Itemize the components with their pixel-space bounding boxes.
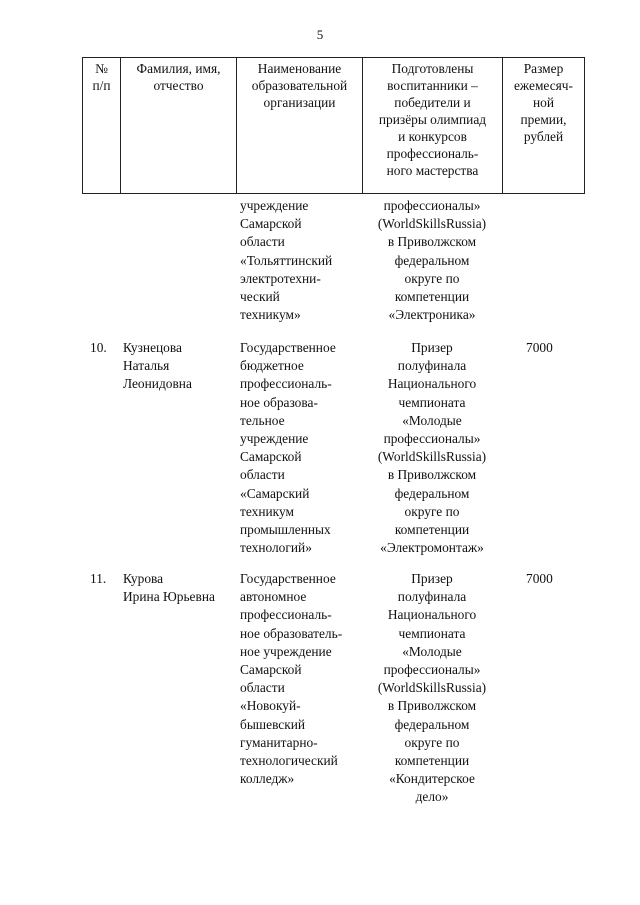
page-number: 5 [316, 27, 324, 42]
row-11-name: Курова Ирина Юрьевна [123, 571, 215, 605]
table-header [82, 57, 585, 194]
header-achievement: Подготовлены воспитанники – победители и призёры олимпиад и конкурсов профессиональ- ного мастерства [363, 58, 503, 194]
header-name: Фамилия, имя, отчество [121, 58, 237, 194]
row-10-name: Кузнецова Наталья Леонидовна [123, 340, 192, 392]
continuation-achievement: профессионалы» (WorldSkillsRussia) в Приволжском федеральном округе по компетенции «Электроника» [377, 198, 487, 323]
header-num: № п/п [83, 58, 121, 194]
continuation-org: учреждение Самарской области «Тольяттинский электротехни- ческий техникум» [240, 198, 333, 323]
row-11-org: Государственное автономное профессиональ- ное образователь- ное учреждение Самарской области «Новокуй- бышевский гуманитарно- технологический колледж» [240, 571, 343, 787]
row-11-achievement: Призер полуфинала Национального чемпионата «Молодые профессионалы» (WorldSkillsRussia) в Приволжском федеральном округе по компетенции «Кондитерское дело» [377, 571, 487, 805]
header-prize: Размер ежемесяч- ной премии, рублей [503, 58, 585, 194]
row-11-prize: 7000 [526, 571, 553, 586]
row-11-num: 11. [90, 571, 107, 586]
header-row [83, 58, 585, 194]
row-10-achievement: Призер полуфинала Национального чемпионата «Молодые профессионалы» (WorldSkillsRussia) в Приволжском федеральном округе по компетенции «Электромонтаж» [377, 340, 487, 556]
row-10-prize: 7000 [526, 340, 553, 355]
row-10-num: 10. [90, 340, 107, 355]
header-org: Наименование образовательной организации [237, 58, 363, 194]
row-10-org: Государственное бюджетное профессиональ- ное образова- тельное учреждение Самарской области «Самарский техникум промышленных технологий» [240, 340, 336, 556]
